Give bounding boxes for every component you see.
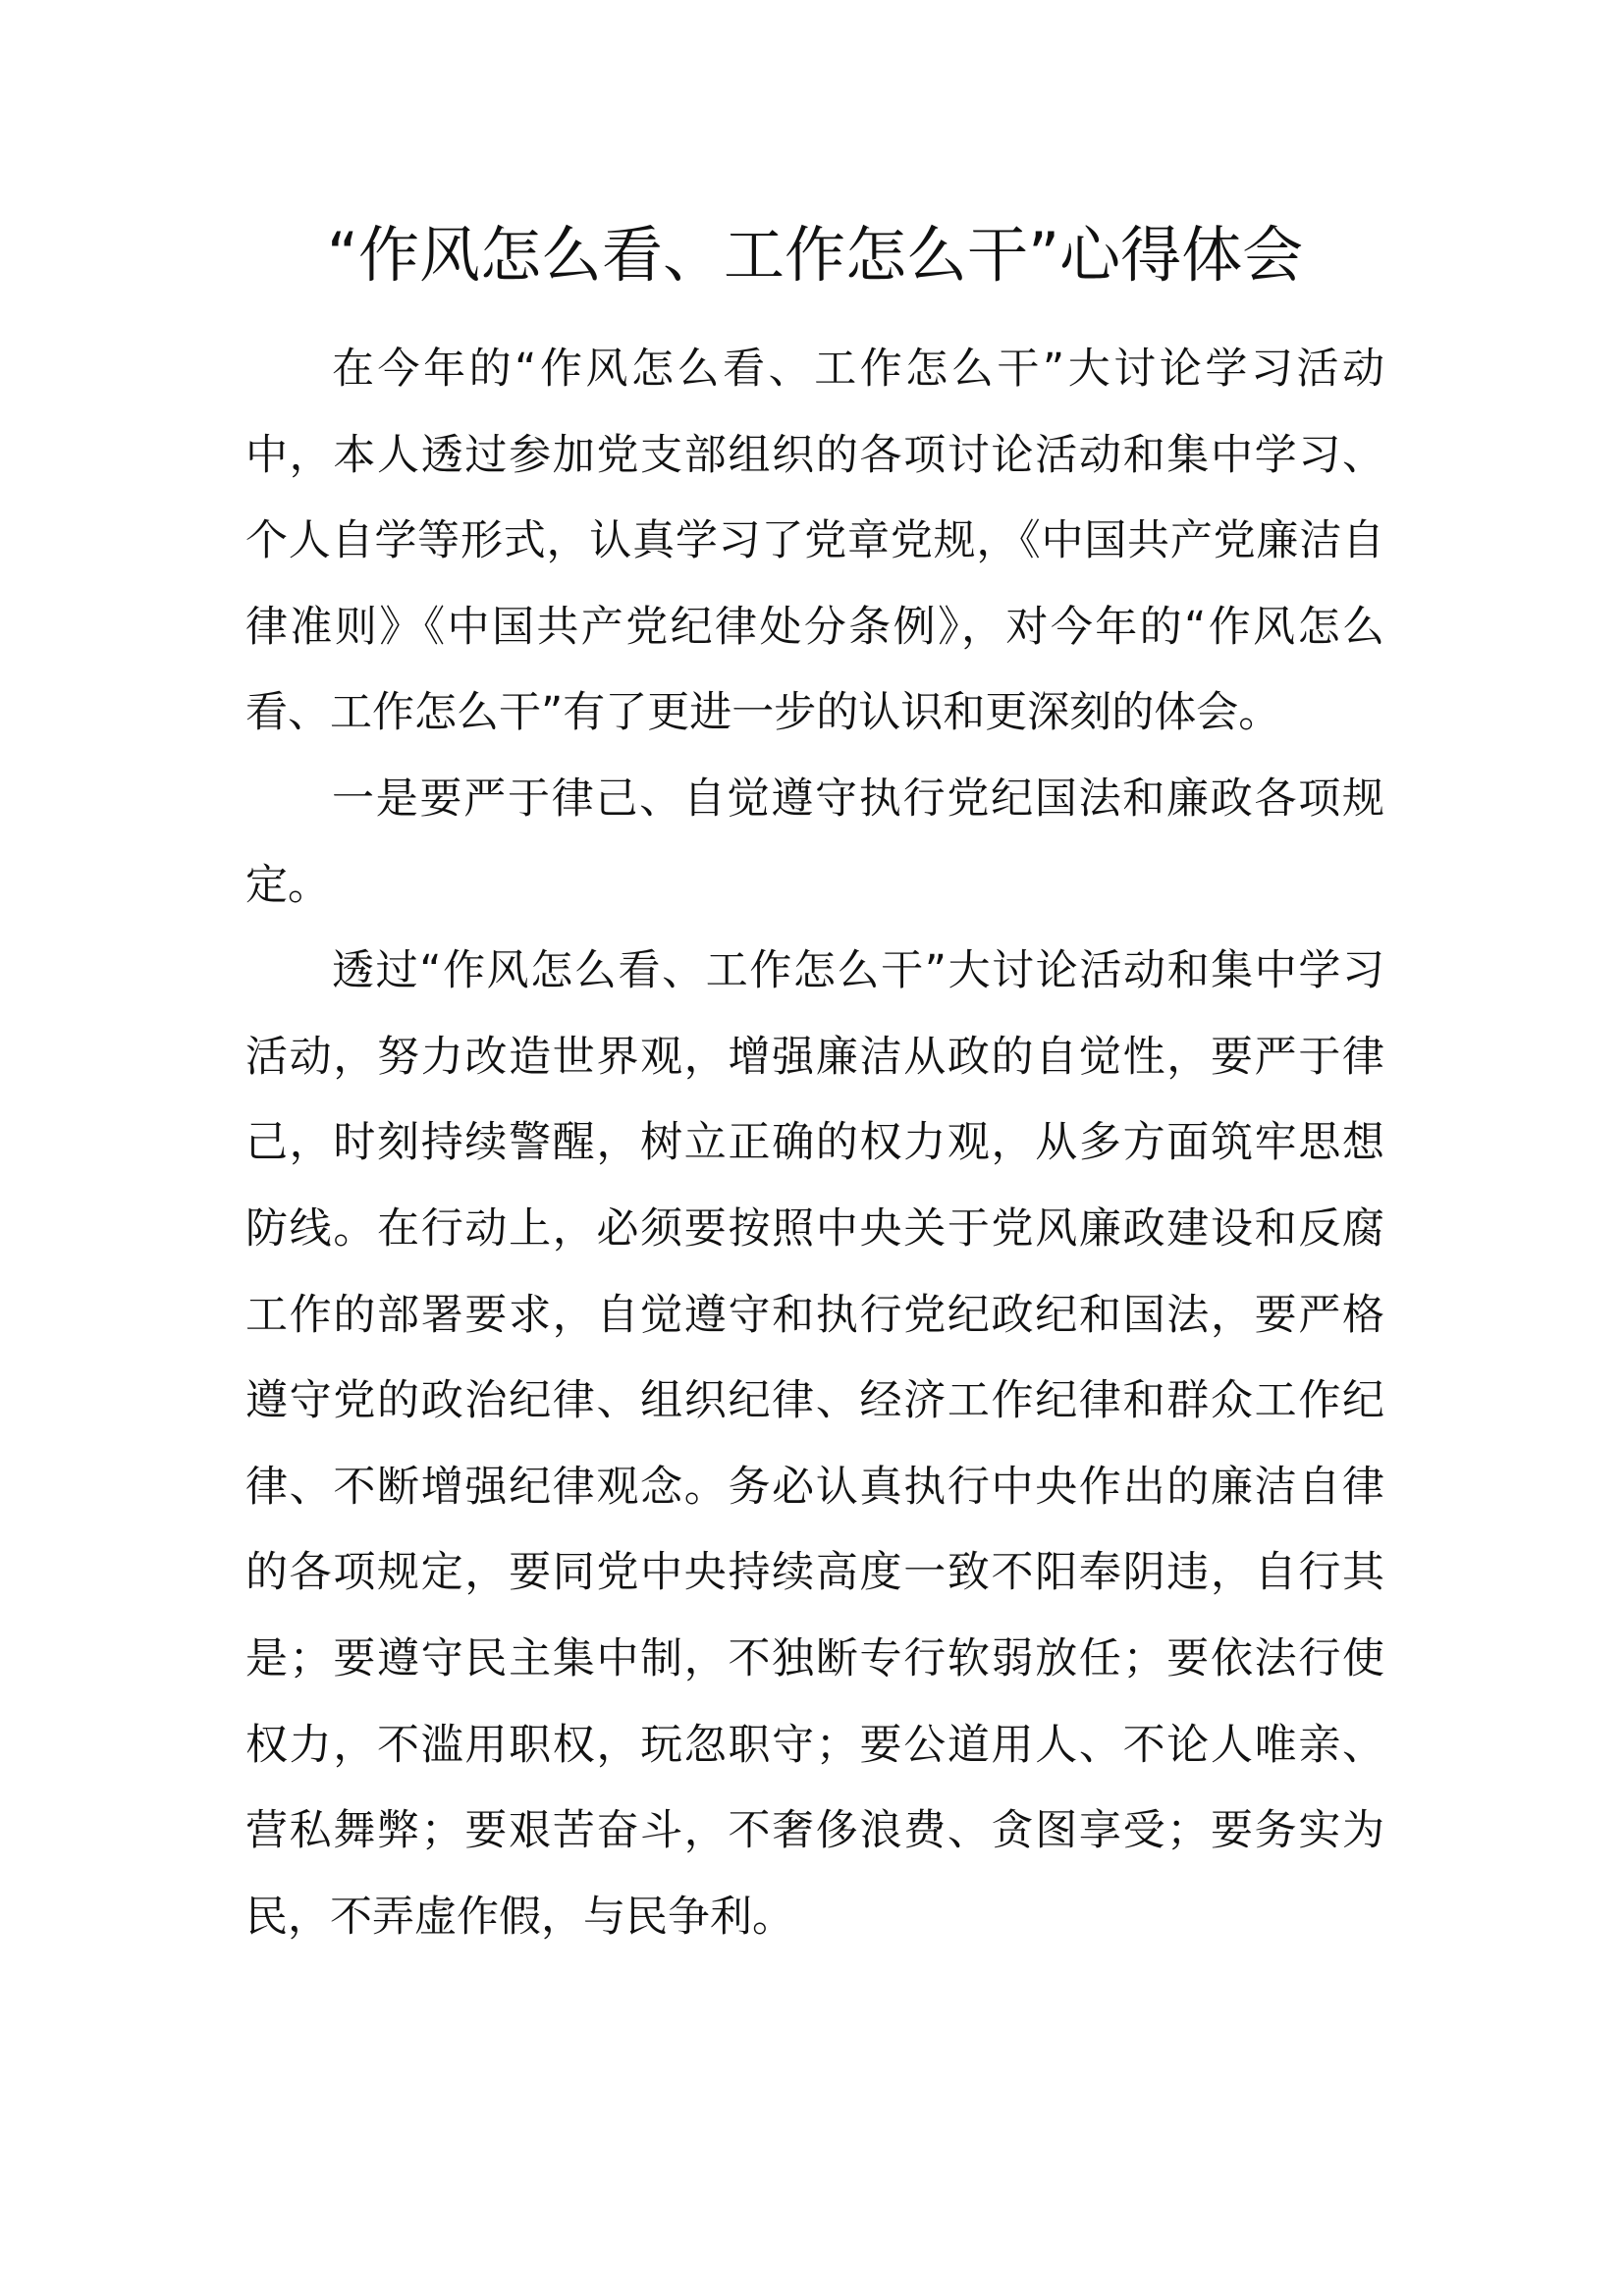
- paragraph-point-one-body: 透过“作风怎么看、工作怎么干”大讨论活动和集中学习活动，努力改造世界观，增强廉洁从政的自觉性，要严于律己，时刻持续警醒，树立正确的权力观，从多方面筑牢思想防线。在行动上，必须要按照中央关于党风廉政建设和反腐工作的部署要求，自觉遵守和执行党纪政纪和国法，要严格遵守党的政治纪律、组织纪律、经济工作纪律和群众工作纪律、不断增强纪律观念。务必认真执行中央作出的廉洁自律的各项规定，要同党中央持续高度一致不阳奉阴违，自行其是；要遵守民主集中制，不独断专行软弱放任；要依法行使权力，不滥用职权，玩忽职守；要公道用人、不论人唯亲、营私舞弊；要艰苦奋斗，不奢侈浪费、贪图享受；要务实为民，不弄虚作假，与民争利。: [245, 946, 1384, 1942]
- paragraph-intro: 在今年的“作风怎么看、工作怎么干”大讨论学习活动中，本人透过参加党支部组织的各项讨论活动和集中学习、个人自学等形式，认真学习了党章党规，《中国共产党廉洁自律准则》《中国共产党纪律处分条例》，对今年的“作风怎么看、工作怎么干”有了更进一步的认识和更深刻的体会。: [245, 345, 1384, 738]
- document-body: [245, 327, 1384, 1960]
- document-title: “作风怎么看、工作怎么干”心得体会: [326, 219, 1304, 291]
- paragraph-point-one-heading: 一是要严于律己、自觉遵守执行党纪国法和廉政各项规定。: [245, 774, 1384, 910]
